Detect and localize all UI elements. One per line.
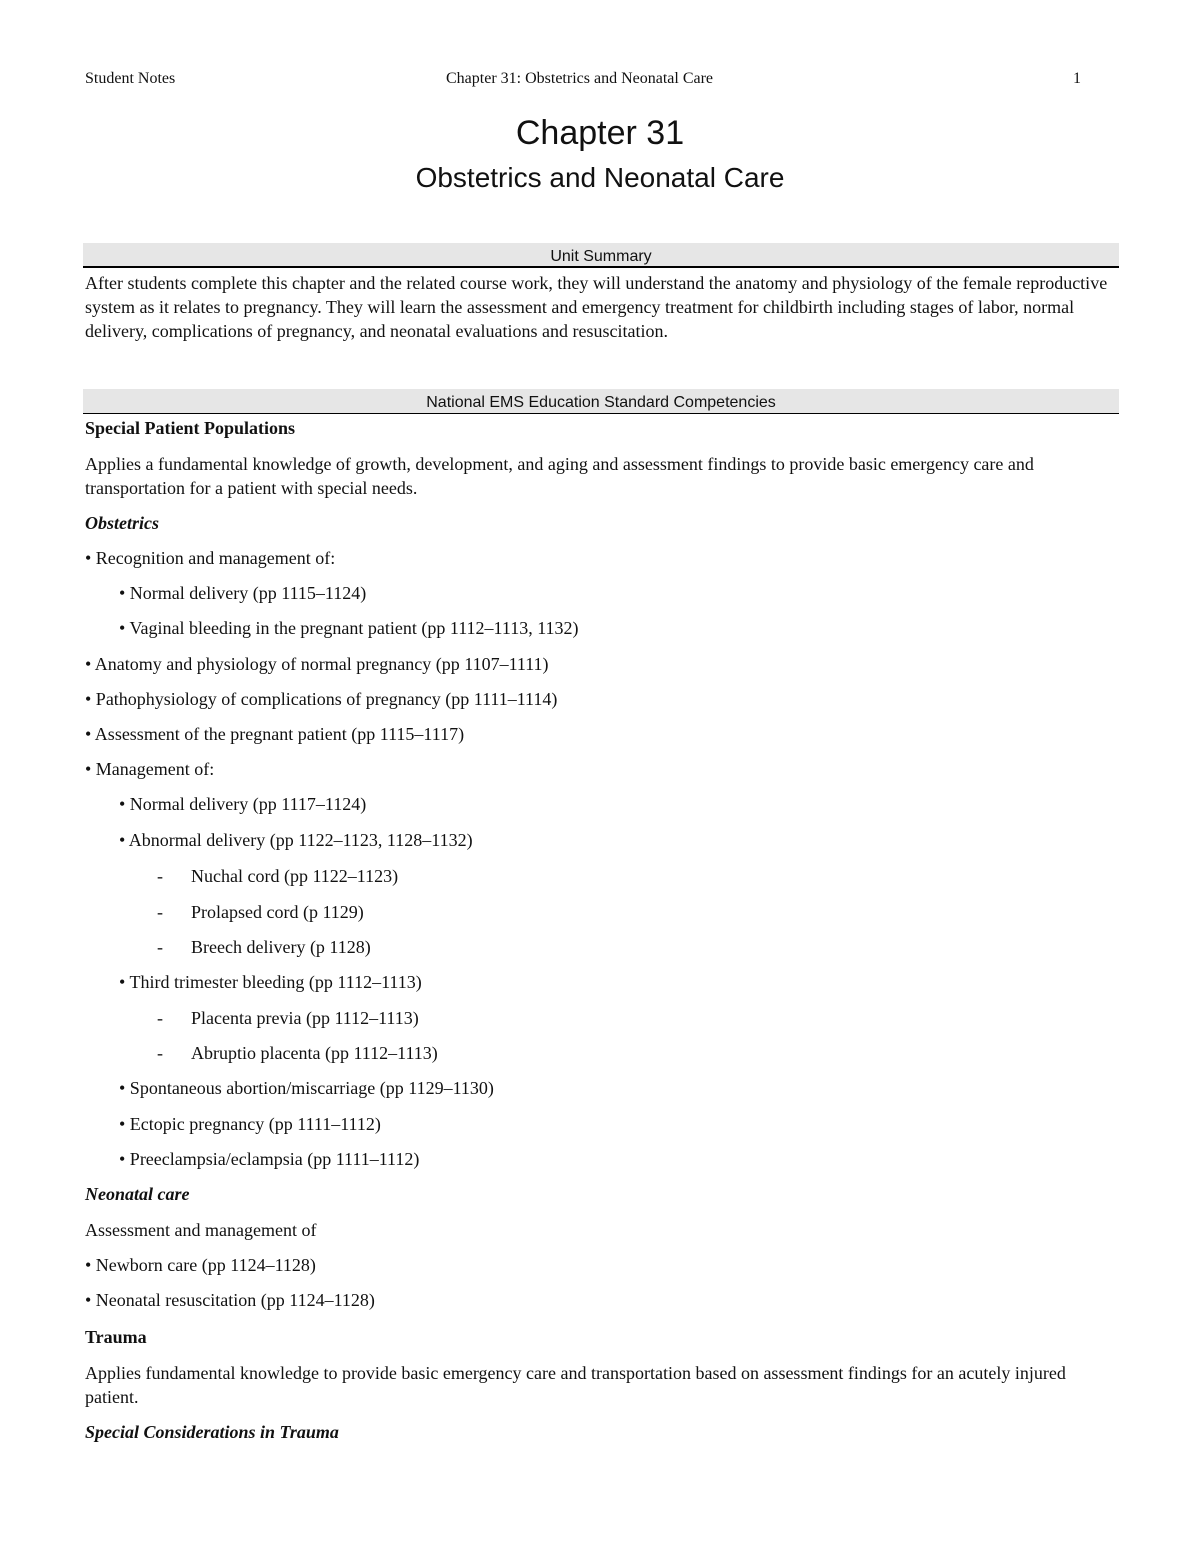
sub-list-item: Placenta previa (pp 1112–1113) [191,1008,419,1028]
list-item: • Normal delivery (pp 1115–1124) [119,583,367,603]
trauma-text: Applies fundamental knowledge to provide basic emergency care and transportation based on assessment findings for an acutely injured patient. [85,1363,1066,1407]
chapter-subtitle: Obstetrics and Neonatal Care [415,162,785,193]
dash-marker: - [157,937,163,957]
list-item: • Assessment of the pregnant patient (pp 1115–1117) [85,724,465,744]
list-item: • Normal delivery (pp 1117–1124) [119,794,367,814]
list-item: • Neonatal resuscitation (pp 1124–1128) [85,1290,375,1310]
sub-list-item: Nuchal cord (pp 1122–1123) [191,866,399,886]
list-item: • Management of: [85,759,215,779]
sub-list-item: Breech delivery (p 1128) [191,937,371,957]
list-item: • Spontaneous abortion/miscarriage (pp 1129–1130) [119,1078,494,1098]
dash-marker: - [157,866,163,886]
unit-summary-text: After students complete this chapter and the related course work, they will understand the anatomy and physiology of the female reproductive system as it relates to pregnancy. They will learn the assessment and emergency treatment for childbirth including stages of labor, normal delivery, complications of pregnancy, and neonatal evaluations and resuscitation. [85,273,1108,341]
list-item: • Abnormal delivery (pp 1122–1123, 1128–1132) [119,830,473,850]
list-item: • Vaginal bleeding in the pregnant patient (pp 1112–1113, 1132) [119,618,579,638]
list-item: • Pathophysiology of complications of pregnancy (pp 1111–1114) [85,689,558,709]
chapter-title: Chapter 31 [515,114,685,152]
obstetrics-heading: Obstetrics [85,513,159,533]
dash-marker: - [157,1043,163,1063]
list-item: • Third trimester bleeding (pp 1112–1113) [119,972,422,992]
list-item: • Preeclampsia/eclampsia (pp 1111–1112) [119,1149,420,1169]
sub-list-item: Abruptio placenta (pp 1112–1113) [191,1043,438,1063]
running-header-left: Student Notes [85,70,176,87]
neonatal-intro: Assessment and management of [85,1220,317,1240]
special-populations-heading: Special Patient Populations [85,418,296,438]
sub-list-item: Prolapsed cord (p 1129) [191,902,364,922]
list-item: • Newborn care (pp 1124–1128) [85,1255,316,1275]
neonatal-heading: Neonatal care [85,1184,190,1204]
competencies-heading: National EMS Education Standard Competencies [83,389,1119,414]
list-item: • Ectopic pregnancy (pp 1111–1112) [119,1114,381,1134]
list-item: • Recognition and management of: [85,548,336,568]
unit-summary-heading: Unit Summary [83,243,1119,268]
dash-marker: - [157,1008,163,1028]
page-number: 1 [1073,70,1081,87]
list-item: • Anatomy and physiology of normal pregnancy (pp 1107–1111) [85,654,549,674]
dash-marker: - [157,902,163,922]
trauma-heading: Trauma [85,1327,147,1347]
special-populations-text: Applies a fundamental knowledge of growth, development, and aging and assessment findings to provide basic emergency care and transportation for a patient with special needs. [85,454,1034,498]
special-considerations-heading: Special Considerations in Trauma [85,1422,339,1442]
running-header-title: Chapter 31: Obstetrics and Neonatal Care [446,70,714,87]
